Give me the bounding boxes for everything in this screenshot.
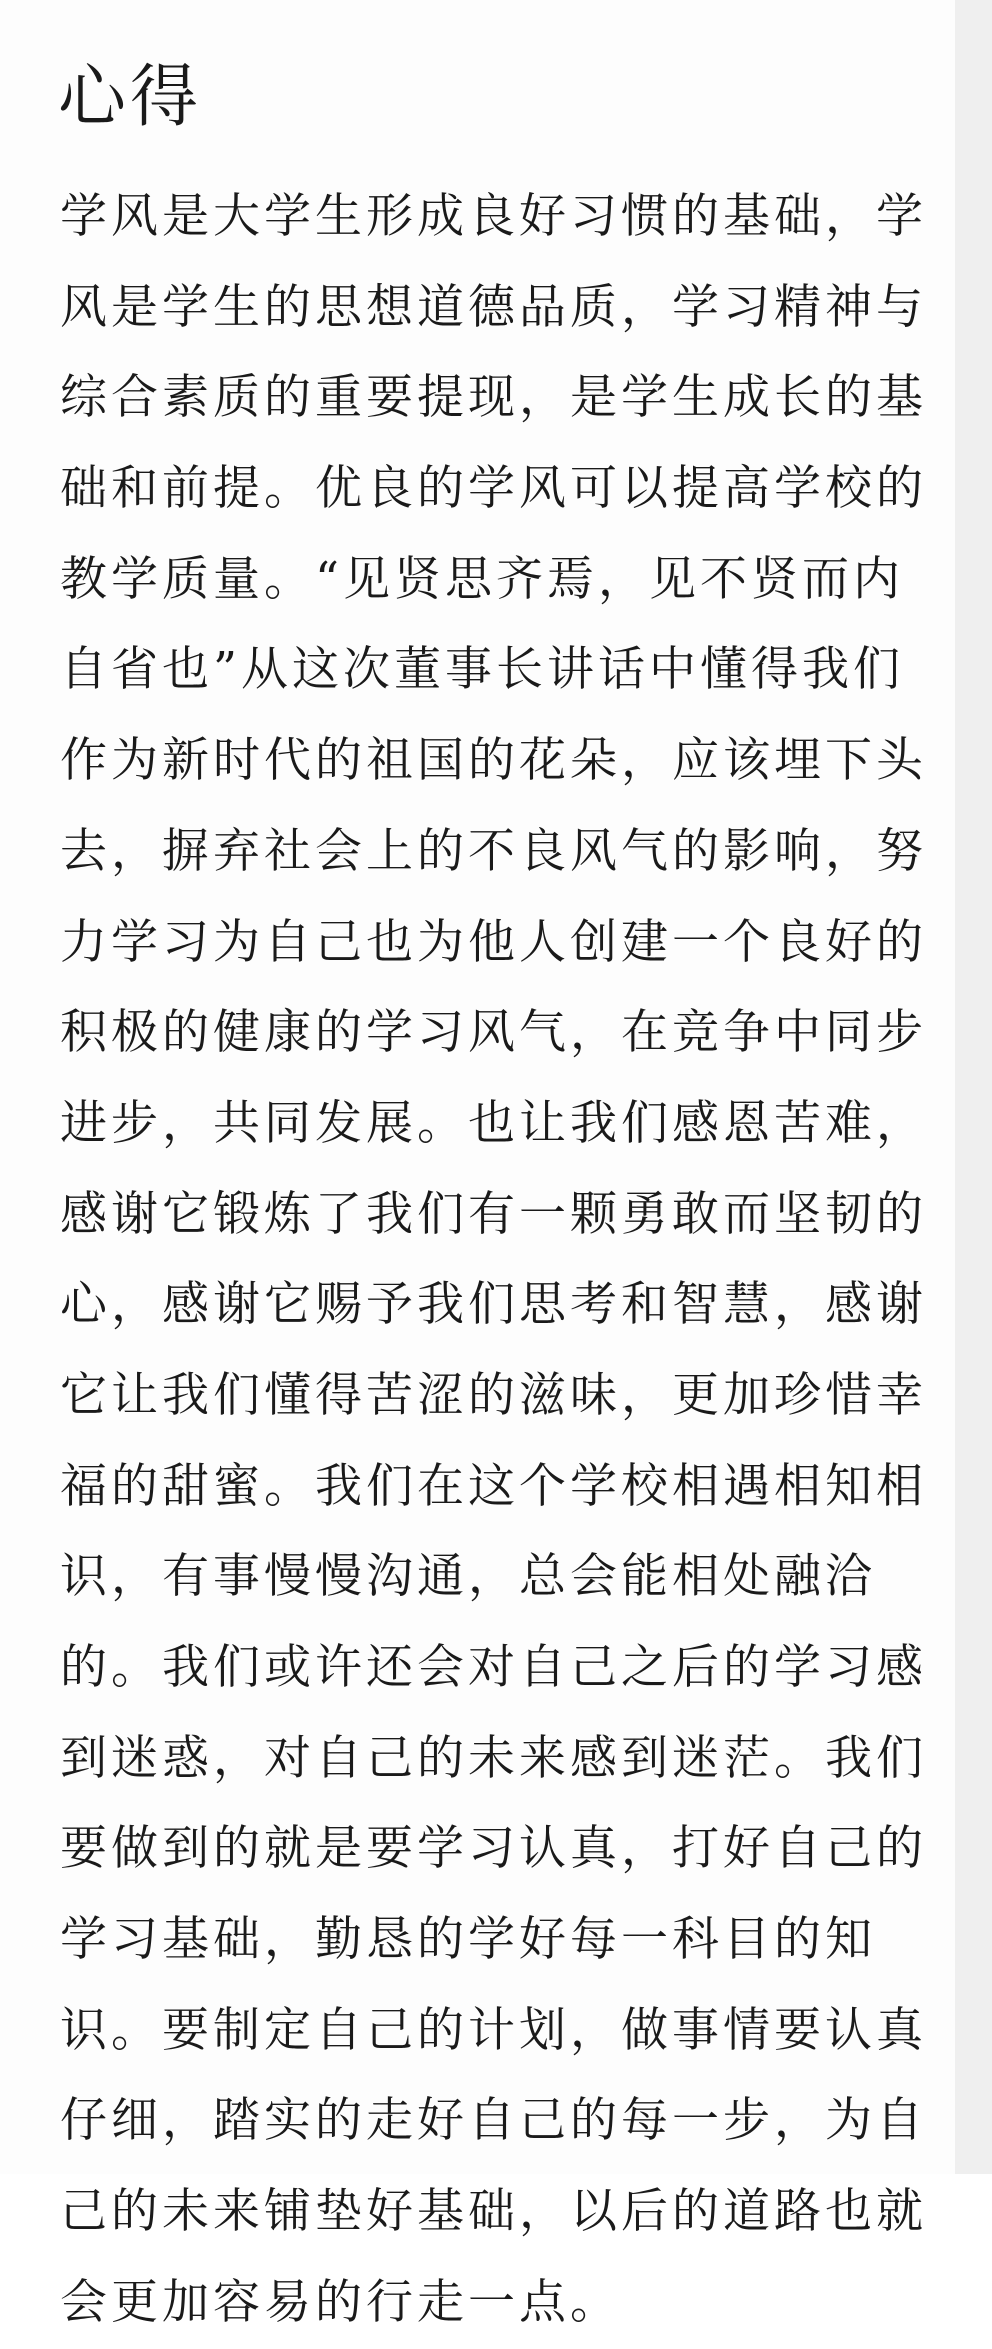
text-line: 要做到的就是要学习认真，打好自己的 bbox=[60, 1821, 927, 1877]
page-title: 心得 bbox=[58, 58, 203, 137]
scrollbar-track[interactable] bbox=[955, 0, 992, 2174]
text-line: 础和前提。优良的学风可以提高学校的 bbox=[60, 461, 927, 517]
text-line: 它让我们懂得苦涩的滋味，更加珍惜幸 bbox=[60, 1367, 927, 1423]
text-line: 积极的健康的学习风气，在竞争中同步 bbox=[60, 1005, 927, 1061]
text-line: 风是学生的思想道德品质，学习精神与 bbox=[60, 279, 927, 335]
text-line: 教学质量。“见贤思齐焉，见不贤而内 bbox=[60, 551, 905, 607]
text-line: 到迷惑，对自己的未来感到迷茫。我们 bbox=[60, 1730, 927, 1786]
text-line: 去，摒弃社会上的不良风气的影响，努 bbox=[60, 823, 927, 879]
text-line: 识，有事慢慢沟通，总会能相处融洽 bbox=[60, 1549, 876, 1605]
text-line: 的。我们或许还会对自己之后的学习感 bbox=[60, 1640, 927, 1695]
text-line: 己的未来铺垫好基础，以后的道路也就 bbox=[60, 2184, 927, 2240]
text-line: 作为新时代的祖国的花朵，应该埋下头 bbox=[60, 733, 927, 789]
text-line: 会更加容易的行走一点。 bbox=[60, 2274, 621, 2330]
text-line: 进步，共同发展。也让我们感恩苦难， bbox=[60, 1095, 927, 1151]
text-line: 心，感谢它赐予我们思考和智慧，感谢 bbox=[60, 1277, 927, 1333]
text-line: 力学习为自己也为他人创建一个良好的 bbox=[60, 914, 927, 970]
text-line: 福的甜蜜。我们在这个学校相遇相知相 bbox=[60, 1458, 927, 1514]
text-line: 识。要制定自己的计划，做事情要认真 bbox=[60, 2002, 927, 2058]
essay-body bbox=[60, 172, 940, 2349]
text-line: 仔细，踏实的走好自己的每一步，为自 bbox=[60, 2093, 927, 2149]
text-line: 学风是大学生形成良好习惯的基础，学 bbox=[60, 189, 927, 244]
text-line: 自省也”从这次董事长讲话中懂得我们 bbox=[60, 642, 905, 698]
text-line: 学习基础，勤恳的学好每一科目的知 bbox=[60, 1912, 876, 1968]
text-line: 综合素质的重要提现，是学生成长的基 bbox=[60, 370, 927, 426]
text-line: 感谢它锻炼了我们有一颗勇敢而坚韧的 bbox=[60, 1186, 927, 1242]
